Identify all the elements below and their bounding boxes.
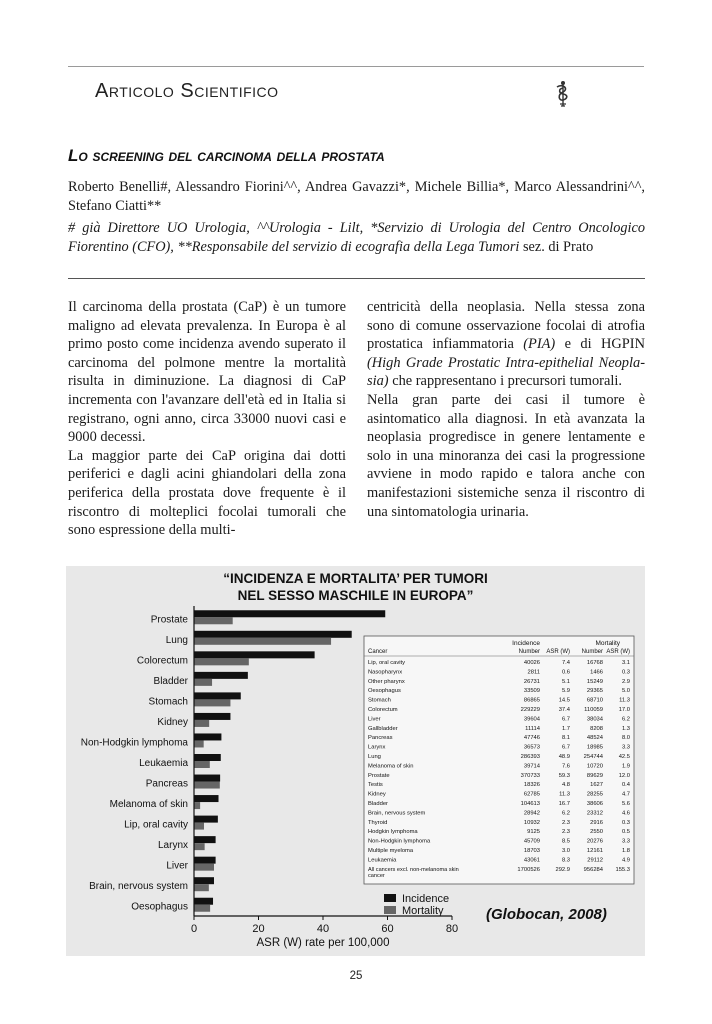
table-group-header: Mortality bbox=[595, 640, 620, 647]
table-cell: 18326 bbox=[523, 782, 540, 789]
incidence-bar bbox=[194, 713, 230, 720]
table-cell: 11.3 bbox=[619, 697, 630, 704]
table-cell: 8.1 bbox=[561, 735, 570, 742]
table-cell: 86865 bbox=[523, 697, 540, 704]
table-cell: 39714 bbox=[523, 763, 540, 770]
table-column-header: Number bbox=[518, 649, 540, 655]
incidence-bar bbox=[194, 857, 216, 864]
body-column-right bbox=[367, 298, 645, 521]
table-cell: 23312 bbox=[586, 810, 603, 817]
table-cell: 0.3 bbox=[621, 669, 630, 676]
figure-title-line: NEL SESSO MASCHILE IN EUROPA” bbox=[237, 588, 474, 603]
table-cell: 68710 bbox=[586, 697, 603, 704]
table-cell: 2.9 bbox=[621, 678, 630, 685]
table-cell: 5.6 bbox=[621, 801, 630, 807]
category-label: Non-Hodgkin lymphoma bbox=[80, 737, 188, 749]
table-cell: 2.3 bbox=[561, 819, 570, 826]
table-cell: Thyroid bbox=[368, 819, 388, 826]
table-cell: 4.7 bbox=[621, 791, 630, 798]
mortality-bar bbox=[194, 720, 209, 727]
table-cell: 5.0 bbox=[621, 688, 630, 695]
category-label: Kidney bbox=[157, 716, 188, 728]
table-cell: 3.1 bbox=[621, 660, 630, 666]
table-cell: Colorectum bbox=[368, 707, 398, 713]
table-cell: Other pharynx bbox=[368, 678, 405, 685]
table-cell: 1627 bbox=[590, 782, 603, 789]
incidence-bar bbox=[194, 651, 315, 658]
x-tick-label: 20 bbox=[252, 923, 265, 935]
table-column-header: Number bbox=[581, 649, 603, 655]
table-cell: Multiple myeloma bbox=[368, 848, 414, 854]
category-label: Lung bbox=[165, 634, 188, 646]
incidence-bar bbox=[194, 775, 220, 782]
table-cell: 28942 bbox=[523, 810, 540, 817]
table-cell: 1.9 bbox=[621, 763, 630, 770]
table-cell: 1.7 bbox=[561, 725, 570, 732]
table-cell: Lip, oral cavity bbox=[368, 660, 406, 666]
table-cell: Non-Hodgkin lymphoma bbox=[368, 838, 431, 845]
table-cell: 38606 bbox=[586, 801, 603, 807]
figure-source: (Globocan, 2008) bbox=[486, 906, 607, 923]
table-cell: Bladder bbox=[368, 801, 388, 807]
incidence-bar bbox=[194, 877, 214, 884]
category-label: Melanoma of skin bbox=[109, 799, 188, 811]
affiliation-text: # già Direttore UO Urologia, ^^Urologia - Lilt, *Servizio di Urologia del Centro Oncologico Fiorentino (CFO), **Responsabile del servizio di ecografia della Lega Tumori bbox=[68, 220, 645, 255]
paragraph: Il carcinoma della prostata (CaP) è un tumore maligno ad elevata prevalenza. In Europa è al primo posto come incidenza avendo superato il carcinoma del polmone mentre la mortalità risulta in diminuzione. La diagnosi di CaP incrementa con l'avanzare dell'età ed in Italia si registrano, ogni anno, circa 33000 nuovi casi e 9000 decessi. bbox=[68, 299, 346, 446]
table-cell: 2811 bbox=[527, 669, 540, 676]
table-cell: Stomach bbox=[368, 697, 391, 704]
table-cell: Testis bbox=[368, 782, 383, 789]
category-label: Lip, oral cavity bbox=[124, 819, 188, 831]
legend-swatch bbox=[384, 894, 396, 902]
mortality-bar bbox=[194, 864, 214, 871]
table-cell: 1.3 bbox=[621, 725, 630, 732]
table-cell: 7.6 bbox=[561, 763, 570, 770]
table-cell: 0.4 bbox=[621, 782, 630, 789]
table-cell: Prostate bbox=[368, 772, 390, 779]
table-cell: 4.9 bbox=[621, 857, 630, 864]
table-cell: Melanoma of skin bbox=[368, 763, 414, 770]
table-cell: 38034 bbox=[586, 716, 603, 723]
table-cell: Hodgkin lymphoma bbox=[368, 829, 418, 836]
category-label: Brain, nervous system bbox=[89, 881, 188, 893]
table-cell: 1.8 bbox=[621, 848, 630, 854]
table-cell: 1700526 bbox=[517, 866, 540, 873]
table-cell: Nasopharynx bbox=[368, 669, 403, 676]
table-cell: Pancreas bbox=[368, 735, 393, 742]
table-cell: 39604 bbox=[523, 716, 540, 723]
incidence-bar bbox=[194, 692, 241, 699]
table-cell: 2.3 bbox=[561, 829, 570, 836]
mortality-bar bbox=[194, 884, 209, 891]
table-cell: 956284 bbox=[583, 866, 603, 873]
table-cell: 0.3 bbox=[621, 819, 630, 826]
table-cell: 292.9 bbox=[555, 866, 570, 873]
table-cell: 40026 bbox=[523, 660, 540, 666]
table-cell: 6.2 bbox=[621, 716, 630, 723]
table-cell: 8.5 bbox=[561, 838, 570, 845]
table-cell: 155.3 bbox=[615, 866, 630, 873]
table-cell: 12.0 bbox=[618, 772, 630, 779]
category-label: Bladder bbox=[153, 675, 188, 687]
table-cell: 8.0 bbox=[621, 735, 630, 742]
incidence-bar bbox=[194, 672, 248, 679]
table-cell: 43061 bbox=[523, 857, 540, 864]
table-cell: 2916 bbox=[590, 819, 603, 826]
figure-title-line: “INCIDENZA E MORTALITA’ PER TUMORI bbox=[223, 571, 488, 586]
table-cell: 36573 bbox=[523, 744, 540, 751]
table-cell: 2550 bbox=[590, 829, 603, 836]
table-cell: 16768 bbox=[586, 660, 603, 666]
mortality-bar bbox=[194, 782, 220, 789]
text-run-italic: (High Grade Prostatic Intra-epithelial Neopla-sia) bbox=[367, 354, 645, 390]
x-tick-label: 60 bbox=[381, 923, 394, 935]
article-authors: Roberto Benelli#, Alessandro Fiorini^^, Andrea Gavazzi*, Michele Billia*, Marco Alessandrini^^, Stefano Ciatti** bbox=[68, 179, 645, 214]
table-cell: 7.4 bbox=[561, 660, 570, 666]
table-cell: 29112 bbox=[587, 857, 603, 864]
mortality-bar bbox=[194, 823, 204, 830]
table-cell: 6.2 bbox=[561, 810, 570, 817]
mortality-bar bbox=[194, 761, 210, 768]
article-title: Lo screening del carcinoma della prostata bbox=[68, 146, 385, 165]
table-cell: 12161 bbox=[586, 848, 603, 854]
table-cell: 18985 bbox=[586, 744, 603, 751]
table-cell: 89629 bbox=[586, 772, 603, 779]
category-label: Stomach bbox=[148, 696, 188, 708]
category-label: Liver bbox=[166, 860, 188, 872]
section-header: Articolo Scientifico bbox=[95, 80, 279, 102]
bar-chart bbox=[66, 566, 645, 956]
table-cell: Lung bbox=[368, 754, 381, 760]
table-cell: 5.9 bbox=[561, 688, 570, 695]
table-cell: 28255 bbox=[586, 791, 603, 798]
table-cell: 104613 bbox=[520, 801, 540, 807]
category-label: Pancreas bbox=[145, 778, 188, 790]
mortality-bar bbox=[194, 699, 230, 706]
mortality-bar bbox=[194, 617, 233, 624]
table-cell: All cancers excl. non-melanoma skin bbox=[368, 866, 459, 873]
mortality-bar bbox=[194, 679, 212, 686]
category-label: Larynx bbox=[157, 840, 188, 852]
category-label: Colorectum bbox=[136, 655, 188, 667]
affiliation-section: sez. di Prato bbox=[522, 239, 594, 255]
table-cell: 11.3 bbox=[559, 791, 570, 798]
incidence-bar bbox=[194, 610, 385, 617]
table-cell: 10720 bbox=[586, 763, 603, 770]
table-cell: 14.5 bbox=[558, 697, 570, 704]
table-cell: 286393 bbox=[520, 754, 540, 760]
table-cell: 20276 bbox=[586, 838, 603, 845]
category-label: Leukaemia bbox=[139, 758, 188, 769]
table-cell: 10932 bbox=[523, 819, 540, 826]
table-cell: 62785 bbox=[523, 791, 540, 798]
table-cell: Liver bbox=[368, 716, 381, 723]
table-cell: 3.0 bbox=[561, 848, 570, 854]
table-cell: 4.6 bbox=[621, 810, 630, 817]
table-cell: Oesophagus bbox=[368, 688, 401, 695]
incidence-bar bbox=[194, 795, 219, 802]
table-cell: 6.7 bbox=[561, 744, 570, 751]
x-axis-label: ASR (W) rate per 100,000 bbox=[256, 937, 390, 949]
table-cell: 48524 bbox=[586, 735, 603, 742]
table-cell: 48.9 bbox=[558, 754, 570, 760]
text-run: e di HGPIN bbox=[555, 336, 645, 353]
table-group-header: Incidence bbox=[512, 640, 540, 647]
text-run: centricità della neoplasia. Nella stessa zona sono di comune osservazione focolai di atrofia prostatica infiammatoria bbox=[367, 299, 645, 353]
table-cell: 370733 bbox=[520, 772, 540, 779]
table-cell: cancer bbox=[368, 872, 385, 879]
legend-label: Mortality bbox=[402, 905, 444, 917]
table-cell: 47746 bbox=[523, 735, 540, 742]
table-cell: 9125 bbox=[527, 829, 540, 836]
table-cell: 0.6 bbox=[561, 669, 570, 676]
text-run-italic: (PIA) bbox=[523, 336, 556, 353]
mortality-bar bbox=[194, 740, 204, 747]
incidence-bar bbox=[194, 733, 221, 740]
x-tick-label: 80 bbox=[445, 923, 459, 935]
mortality-bar bbox=[194, 802, 200, 809]
table-column-header: ASR (W) bbox=[546, 649, 570, 655]
table-cell: 11114 bbox=[525, 725, 540, 732]
caduceus-logo-icon bbox=[552, 80, 574, 108]
figure-incidence-mortality bbox=[66, 566, 645, 956]
article-affiliations bbox=[68, 219, 645, 257]
paragraph: La maggior parte dei CaP origina dai dotti periferici e dagli acini ghiandolari della zona periferica della prostata dove frequente è il riscontro di molteplici focolai tumorali che sono espressione della multi- bbox=[68, 447, 346, 539]
table-cell: 1466 bbox=[590, 669, 603, 676]
mortality-bar bbox=[194, 905, 210, 912]
x-tick-label: 0 bbox=[190, 923, 198, 935]
header-rule bbox=[68, 66, 644, 67]
table-cell: Kidney bbox=[368, 791, 386, 798]
table-cell: 59.3 bbox=[558, 772, 570, 779]
category-label: Prostate bbox=[150, 614, 188, 626]
mortality-bar bbox=[194, 658, 249, 665]
paragraph: Nella gran parte dei casi il tumore è asintomatico alla diagnosi. In età avanzata la neoplasia progredisce in genere lentamente e solo in una minoranza dei casi la progressione avviene in modo rapido e talora anche con manifestazioni sistemiche senza il riscontro di una sintomatologia urinaria. bbox=[367, 391, 645, 520]
table-cell: 4.8 bbox=[561, 782, 570, 789]
body-column-left bbox=[68, 298, 346, 540]
legend-label: Incidence bbox=[402, 893, 450, 905]
title-rule bbox=[68, 278, 645, 279]
table-cell: 29365 bbox=[586, 688, 603, 695]
table-cell: Larynx bbox=[368, 744, 386, 751]
table-cell: Gallbladder bbox=[368, 725, 398, 732]
table-cell: Leukaemia bbox=[368, 857, 397, 864]
incidence-bar bbox=[194, 754, 221, 761]
incidence-bar bbox=[194, 631, 352, 638]
incidence-bar bbox=[194, 816, 218, 823]
table-cell: 0.5 bbox=[621, 829, 630, 836]
paragraph bbox=[367, 298, 645, 391]
page-number: 25 bbox=[349, 970, 363, 982]
table-cell: 18703 bbox=[523, 848, 540, 854]
table-cell: 15249 bbox=[586, 678, 603, 685]
incidence-bar bbox=[194, 898, 213, 905]
table-cell: 33509 bbox=[523, 688, 540, 695]
table-cell: 5.1 bbox=[561, 678, 570, 685]
table-cell: 37.4 bbox=[558, 707, 570, 713]
table-cell: 8.3 bbox=[561, 857, 570, 864]
table-cell: 45709 bbox=[523, 838, 540, 845]
table-cell: 42.5 bbox=[618, 754, 630, 760]
incidence-bar bbox=[194, 836, 216, 843]
table-cell: 110059 bbox=[584, 707, 603, 713]
x-tick-label: 40 bbox=[316, 923, 330, 935]
legend-swatch bbox=[384, 906, 396, 914]
mortality-bar bbox=[194, 638, 331, 645]
table-cell: 6.7 bbox=[561, 716, 570, 723]
table-cell: Brain, nervous system bbox=[368, 810, 426, 817]
category-label: Oesophagus bbox=[131, 901, 188, 913]
table-cell: 3.3 bbox=[621, 838, 630, 845]
table-cell: 16.7 bbox=[558, 801, 570, 807]
table-cell: 229229 bbox=[520, 707, 540, 713]
mortality-bar bbox=[194, 843, 205, 850]
table-cell: 8208 bbox=[590, 725, 603, 732]
table-column-header: Cancer bbox=[368, 649, 388, 655]
table-cell: 17.0 bbox=[618, 707, 630, 713]
table-column-header: ASR (W) bbox=[606, 649, 630, 655]
table-cell: 3.3 bbox=[621, 744, 630, 751]
text-run: che rappresentano i precursori tumorali. bbox=[388, 373, 622, 390]
table-cell: 254744 bbox=[583, 754, 603, 760]
table-cell: 26731 bbox=[523, 678, 540, 685]
